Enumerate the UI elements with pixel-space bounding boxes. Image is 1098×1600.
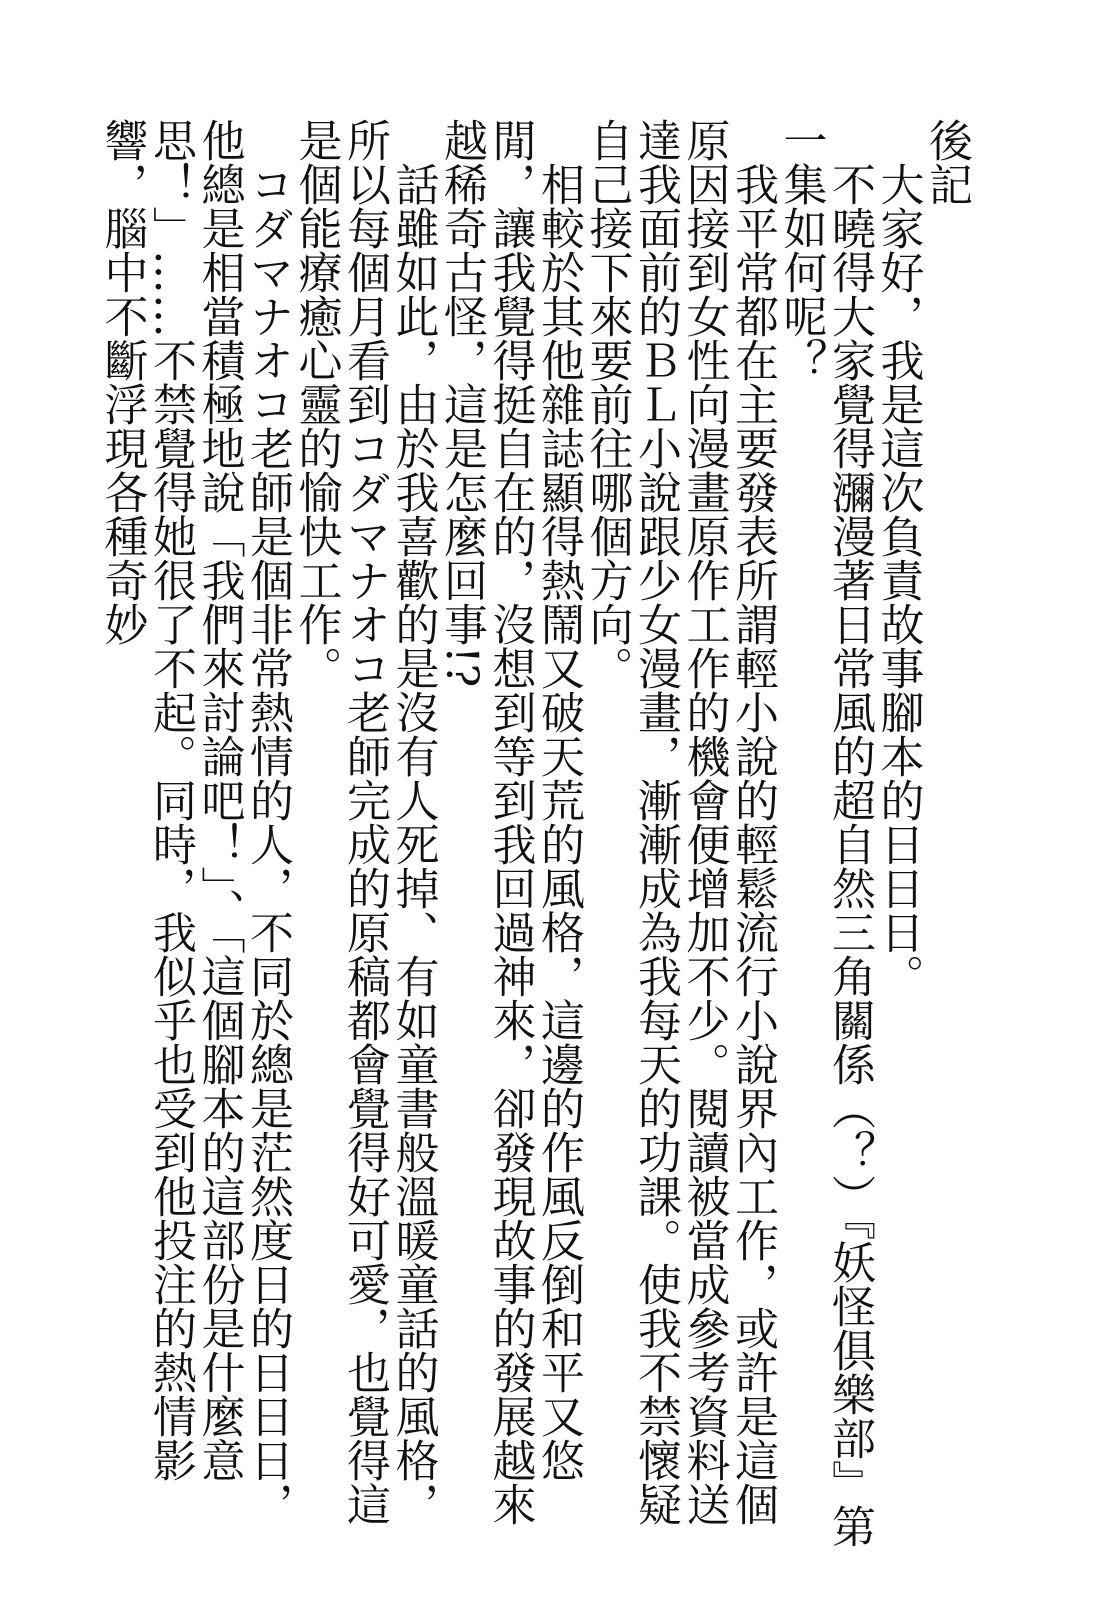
afterword-text-block [97,118,970,1558]
paragraph: 不曉得大家覺得瀰漫著日常風的超自然三角關係（？）『妖怪俱樂部』第一集如何呢？ [775,118,875,1548]
paragraph: 話雖如此，由於我喜歡的是沒有人死掉、有如童書般溫暖童話的風格，所以每個月看到コダマナオコ老師完成的原稿都會覺得好可愛，也覺得這是個能療癒心靈的愉快工作。 [290,118,439,1526]
paragraph: 大家好，我是這次負責故事腳本的日日日。 [872,162,924,998]
paragraph: 相較於其他雜誌顯得熱鬧又破天荒的風格，這邊的作風反倒和平又悠閒，讓我覺得挺自在的，沒想到等到我回過神來，卻發現故事的發展越來越稀奇古怪，這是怎麼回事!? [436,118,584,1526]
paragraph: コダマナオコ老師是個非常熱情的人，不同於總是茫然度日的日日日，他總是相當積極地說「我們來討論吧！」、「這個腳本的這部份是什麼意思！」……不禁覺得她很了不起。同時，我似乎也受到他投注的熱情影響，腦中不斷浮現各種奇妙 [96,118,293,1526]
page-title: 後記 [921,118,972,206]
paragraph: 我平常都在主要發表所謂輕小說的輕鬆流行小說界內工作，或許是這個原因接到女性向漫畫原作工作的機會便增加不少。閱讀被當成參考資料送達我面前的ＢＬ小說跟少女漫畫，漸漸成為我每天的功課。使我不禁懷疑自己接下來要前往哪個方向。 [581,118,778,1526]
